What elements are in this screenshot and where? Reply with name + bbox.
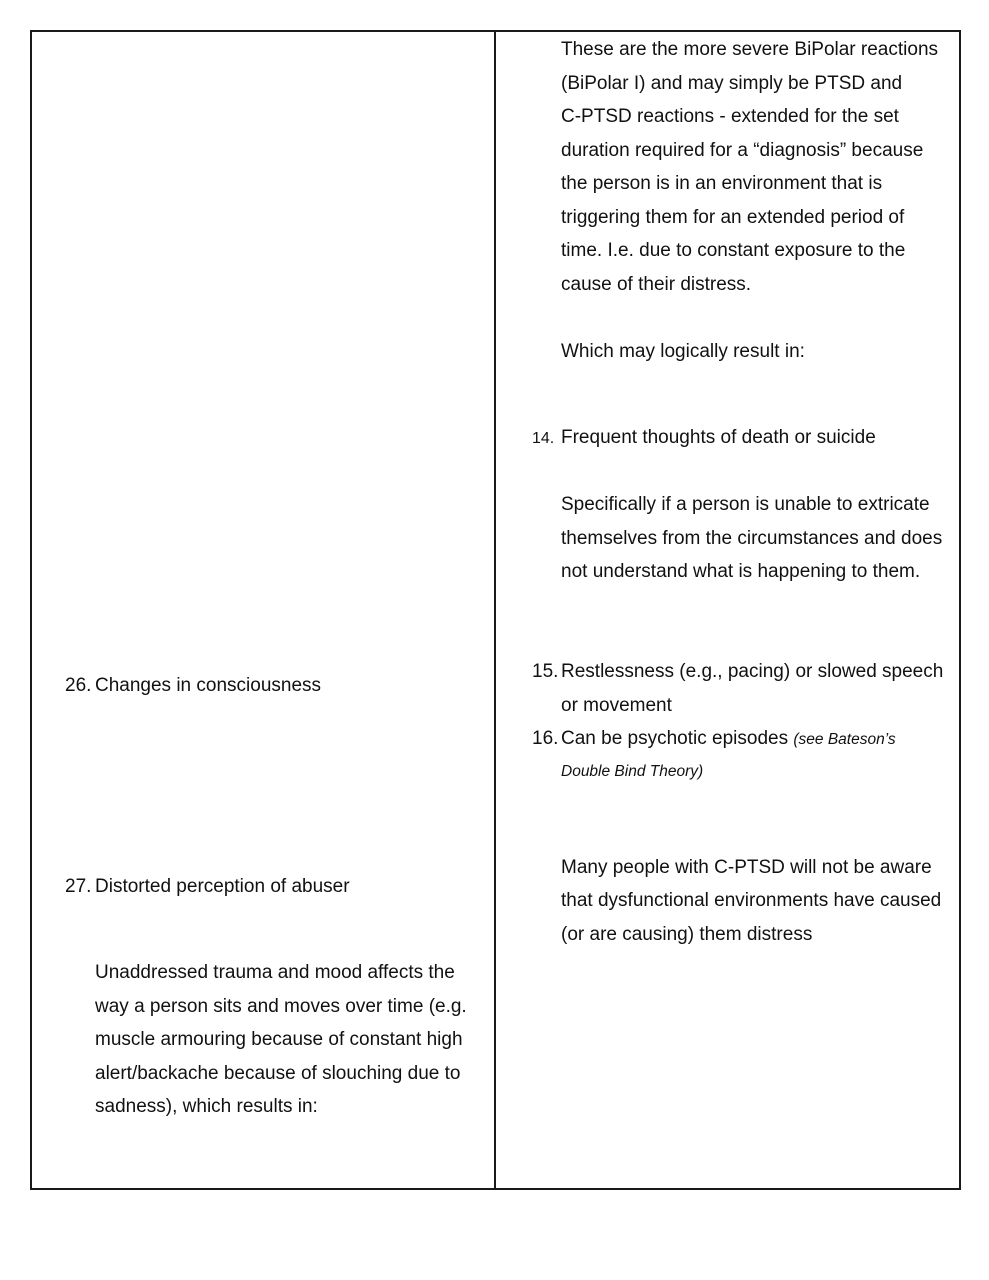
intro-line-3: C-PTSD reactions - extended for the set — [561, 106, 899, 127]
item-14-note-line-2: themselves from the circumstances and does — [561, 528, 943, 549]
intro-line-7: time. I.e. due to constant exposure to the — [561, 240, 906, 261]
intro-line-1: These are the more severe BiPolar reactions — [561, 39, 939, 60]
item-16-number: 16. — [532, 728, 559, 749]
result-line: Which may logically result in: — [561, 341, 805, 362]
left-note-line-4: alert/backache because of slouching due to — [95, 1063, 461, 1084]
item-27-text: Distorted perception of abuser — [95, 876, 350, 897]
item-16-note-part1: (see Bateson’s — [793, 731, 896, 748]
item-14-note-line-3: not understand what is happening to them. — [561, 561, 921, 582]
closing-line-2: that dysfunctional environments have caused — [561, 890, 942, 911]
item-16-line-1 — [561, 722, 896, 757]
left-note-line-2: way a person sits and moves over time (e.g. — [95, 996, 467, 1017]
intro-line-4: duration required for a “diagnosis” because — [561, 140, 924, 161]
left-note-line-3: muscle armouring because of constant high — [95, 1029, 463, 1050]
closing-line-1: Many people with C-PTSD will not be aware — [561, 857, 932, 878]
intro-line-6: triggering them for an extended period of — [561, 207, 905, 228]
left-note-line-1: Unaddressed trauma and mood affects the — [95, 962, 455, 983]
item-15-number: 15. — [532, 661, 559, 682]
intro-line-8: cause of their distress. — [561, 274, 752, 295]
column-divider — [494, 30, 496, 1190]
closing-line-3: (or are causing) them distress — [561, 924, 813, 945]
item-14-number: 14. — [532, 430, 555, 447]
item-14-note-line-1: Specifically if a person is unable to extricate — [561, 494, 930, 515]
intro-line-5: the person is in an environment that is — [561, 173, 883, 194]
item-15-line-2: or movement — [561, 695, 672, 716]
item-16-text: Can be psychotic episodes — [561, 728, 794, 749]
item-15-line-1: Restlessness (e.g., pacing) or slowed speech — [561, 661, 944, 682]
intro-line-2: (BiPolar I) and may simply be PTSD and — [561, 73, 903, 94]
item-26-number: 26. — [65, 675, 92, 696]
item-26-text: Changes in consciousness — [95, 675, 322, 696]
item-27-number: 27. — [65, 876, 92, 897]
item-16-note-part2: Double Bind Theory) — [561, 763, 704, 780]
left-note-line-5: sadness), which results in: — [95, 1096, 318, 1117]
item-14-text: Frequent thoughts of death or suicide — [561, 427, 876, 448]
